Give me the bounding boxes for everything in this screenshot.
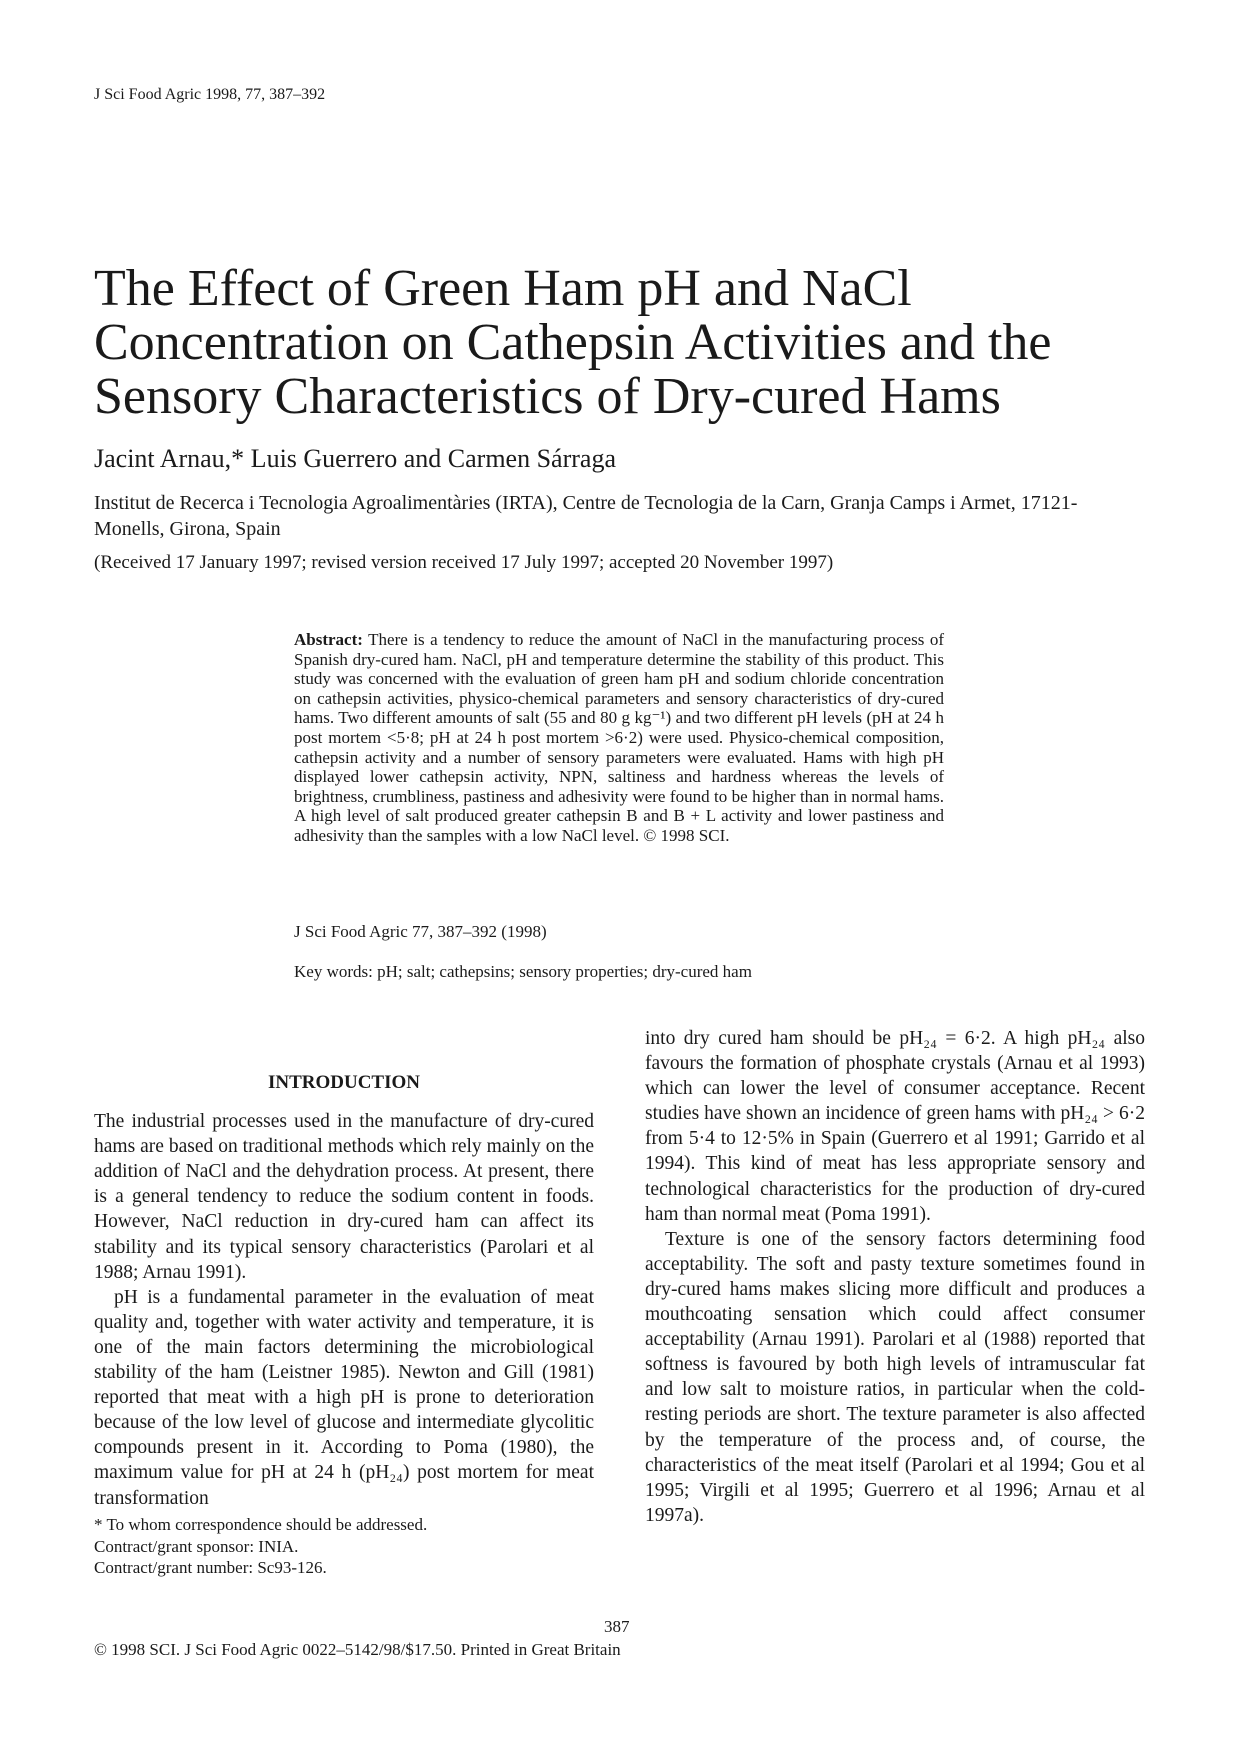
affiliation: Institut de Recerca i Tecnologia Agroalimentàries (IRTA), Centre de Tecnologia de la Carn, Granja Camps i Armet, 17121-Monells, Girona, Spain [94, 492, 1078, 540]
received-dates: (Received 17 January 1997; revised version received 17 July 1997; accepted 20 November 1997) [94, 552, 834, 573]
authors: Jacint Arnau,* Luis Guerrero and Carmen Sárraga [94, 444, 616, 473]
page-number: 387 [604, 1617, 630, 1636]
footnotes [94, 1514, 427, 1579]
paragraph-2: pH is a fundamental parameter in the evaluation of meat quality and, together with water activity and temperature, it is one of the main factors determining the microbiological stability of the ham (Leistner 1985). Newton and Gill (1981) reported that meat with a high pH is prone to deterioration because of the low level of glucose and intermediate glycolitic compounds present in it. According to Poma (1980), the maximum value for pH at 24 h (pH₂₄) post mortem for meat transformation [94, 1286, 594, 1509]
paper-title: The Effect of Green Ham pH and NaCl Concentration on Cathepsin Activities and the Sensory Characteristics of Dry-cured Hams [94, 260, 1052, 425]
abstract-citation: J Sci Food Agric 77, 387–392 (1998) [294, 922, 547, 941]
keywords: Key words: pH; salt; cathepsins; sensory properties; dry-cured ham [294, 962, 752, 981]
section-heading-introduction: INTRODUCTION [267, 1072, 421, 1093]
abstract-label: Abstract: [294, 630, 363, 649]
footnote-sponsor: Contract/grant sponsor: INIA. [94, 1536, 299, 1556]
paragraph-3: Texture is one of the sensory factors determining food acceptability. The soft and pasty texture sometimes found in dry-cured hams makes slicing more difficult and produces a mouthcoating sensation which could affect consumer acceptability (Arnau 1991). Parolari et al (1988) reported that softness is favoured by both high levels of intramuscular fat and low salt to moisture ratios, in particular when the cold-resting periods are short. The texture parameter is also affected by the temperature of the process and, of course, the characteristics of the meat itself (Parolari et al 1994; Gou et al 1995; Virgili et al 1995; Guerrero et al 1996; Arnau et al 1997a). [645, 1228, 1145, 1526]
left-column [94, 1070, 594, 1511]
page-footer: © 1998 SCI. J Sci Food Agric 0022–5142/98/$17.50. Printed in Great Britain [94, 1640, 621, 1659]
footnote-grant-number: Contract/grant number: Sc93-126. [94, 1558, 327, 1577]
journal-reference: J Sci Food Agric 1998, 77, 387–392 [94, 86, 326, 103]
paragraph-1: The industrial processes used in the manufacture of dry-cured hams are based on traditional methods which rely mainly on the addition of NaCl and the dehydration process. At present, there is a general tendency to reduce the sodium content in foods. However, NaCl reduction in dry-cured ham can affect its stability and its typical sensory characteristics (Parolari et al 1988; Arnau 1991). [94, 1111, 594, 1283]
right-column [645, 1026, 1145, 1528]
abstract-text: There is a tendency to reduce the amount of NaCl in the manufacturing process of Spanish dry-cured ham. NaCl, pH and temperature determine the stability of this product. This study was concerned with the evaluation of green ham pH and sodium chloride concentration on cathepsin activities, physico-chemical parameters and sensory characteristics of dry-cured hams. Two different amounts of salt (55 and 80 g kg⁻¹) and two different pH levels (pH at 24 h post mortem <5·8; pH at 24 h post mortem >6·2) were used. Physico-chemical composition, cathepsin activity and a number of sensory parameters were evaluated. Hams with high pH displayed lower cathepsin activity, NPN, saltiness and hardness whereas the levels of brightness, crumbliness, pastiness and adhesivity were found to be higher than in normal hams. A high level of salt produced greater cathepsin B and B + L activity and lower pastiness and adhesivity than the samples with a low NaCl level. © 1998 SCI. [294, 630, 944, 845]
footnote-correspondence: * To whom correspondence should be addressed. [94, 1515, 428, 1534]
abstract [294, 630, 944, 846]
paragraph-2-continued: into dry cured ham should be pH₂₄ = 6·2. A high pH₂₄ also favours the formation of phosphate crystals (Arnau et al 1993) which can lower the level of consumer acceptance. Recent studies have shown an incidence of green hams with pH₂₄ > 6·2 from 5·4 to 12·5% in Spain (Guerrero et al 1991; Garrido et al 1994). This kind of meat has less appropriate sensory and technological characteristics for the production of dry-cured ham than normal meat (Poma 1991). [645, 1028, 1145, 1225]
